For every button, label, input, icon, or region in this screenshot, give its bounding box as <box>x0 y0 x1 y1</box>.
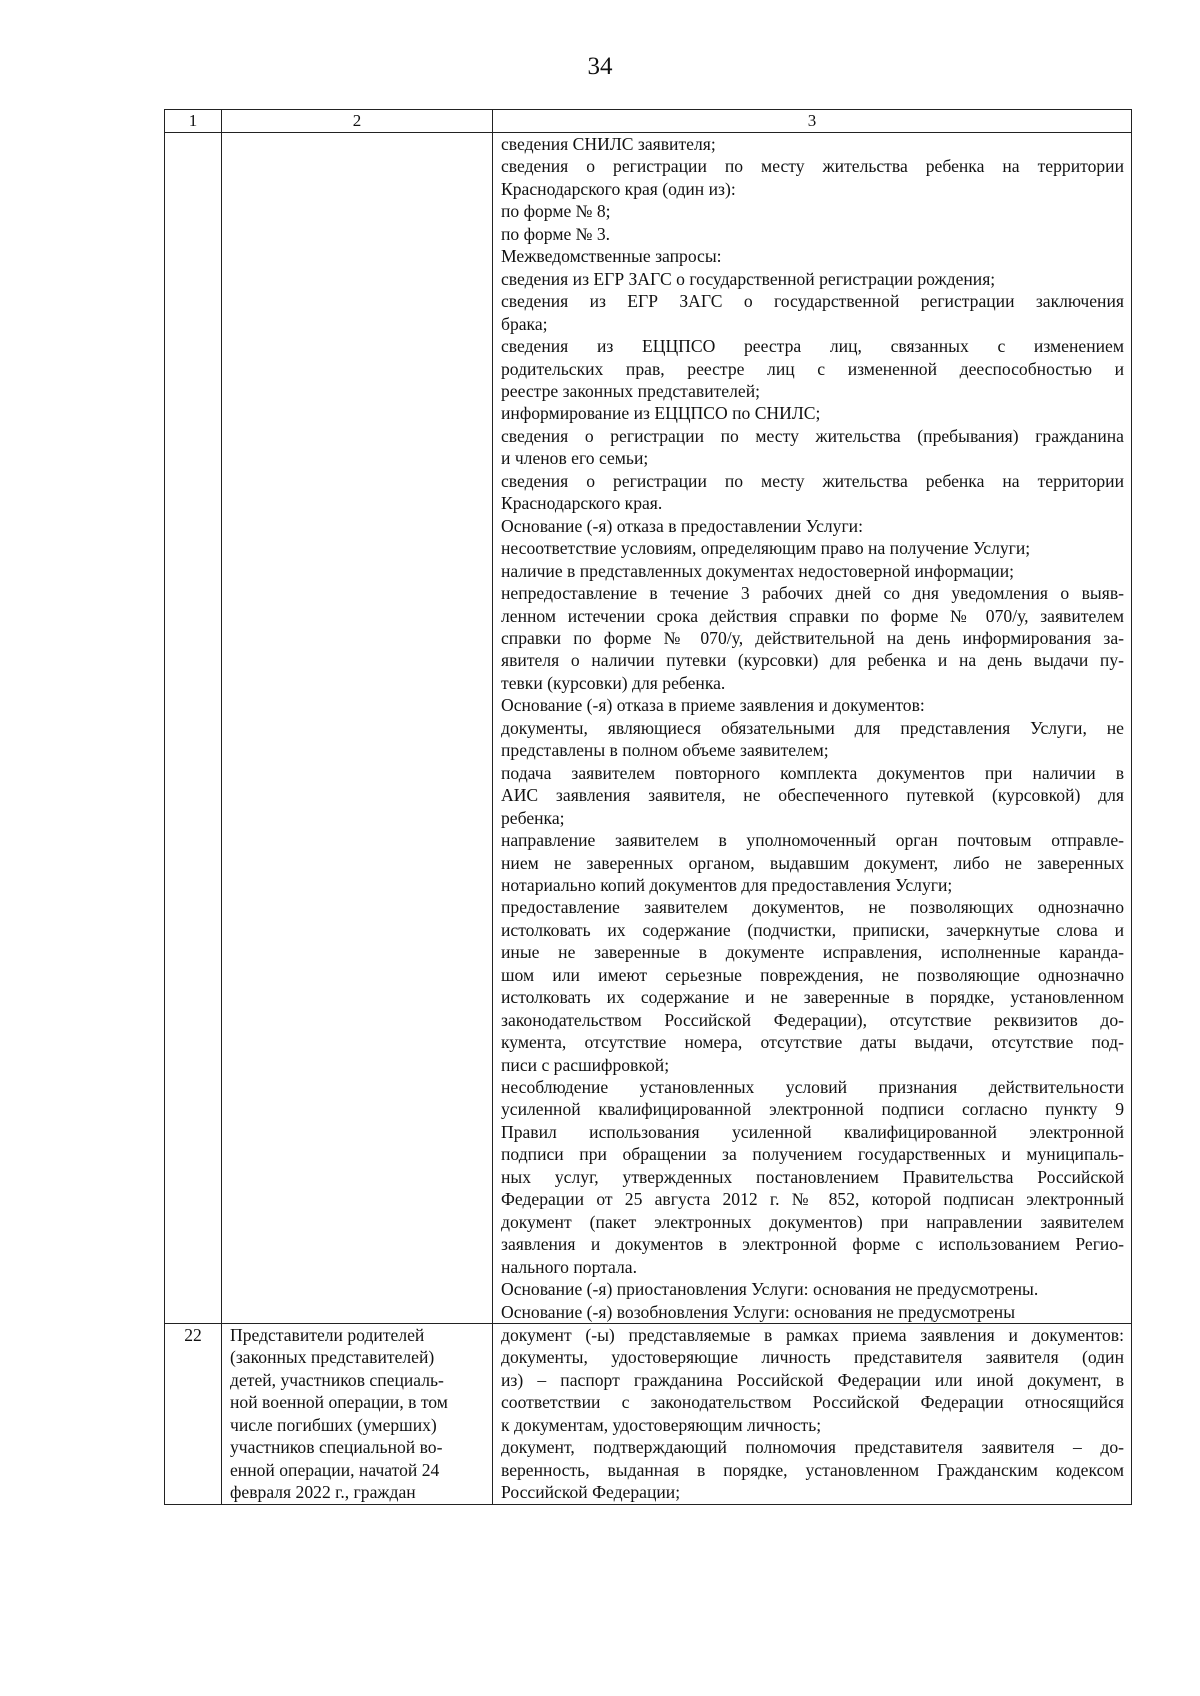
table-row <box>165 1324 1132 1505</box>
text-line: сведения из ЕЦЦПСО реестра лиц, связанных с изменением <box>501 336 1124 357</box>
text-line: и членов его семьи; <box>501 448 649 469</box>
text-line: сведения о регистрации по месту жительства ребенка на территории <box>501 470 1124 491</box>
text-line: нием не заверенных органом, выдавшим документ, либо не заверенных <box>501 852 1124 873</box>
text-line: непредоставление в течение 3 рабочих дней со дня уведомления о выяв- <box>501 583 1124 604</box>
text-line: явителя о наличии путевки (курсовки) для ребенка и на день выдачи пу- <box>501 650 1124 671</box>
text-line: сведения о регистрации по месту жительства (пребывания) гражданина <box>501 425 1124 446</box>
header-col-3: 3 <box>493 110 1132 133</box>
text-line: Российской Федерации; <box>501 1482 681 1503</box>
text-line: сведения из ЕГР ЗАГС о государственной регистрации рождения; <box>501 268 996 289</box>
text-line: предоставление заявителем документов, не позволяющих однозначно <box>501 897 1124 918</box>
text-line: детей, участников специаль- <box>230 1369 444 1390</box>
text-line: тевки (курсовки) для ребенка. <box>501 672 726 693</box>
applicant-category-cell <box>222 133 493 1324</box>
text-line: по форме № 8; <box>501 201 611 222</box>
text-line: шом или имеют серьезные повреждения, не позволяющие однозначно <box>501 964 1124 985</box>
text-line: документ (пакет электронных документов) при направлении заявителем <box>501 1211 1124 1232</box>
text-line: сведения из ЕГР ЗАГС о государственной регистрации заключения <box>501 291 1124 312</box>
text-line: документы, являющиеся обязательными для представления Услуги, не <box>501 717 1124 738</box>
text-line: иные не заверенные в документе исправления, исполненные каранда- <box>501 942 1124 963</box>
text-line: ных услуг, утвержденных постановлением Правительства Российской <box>501 1166 1124 1187</box>
text-line: АИС заявления заявителя, не обеспеченного путевкой (курсовкой) для <box>501 785 1124 806</box>
text-line: по форме № 3. <box>501 223 611 244</box>
requirements-cell <box>493 1324 1132 1505</box>
text-line: Основание (-я) возобновления Услуги: основания не предусмотрены <box>501 1301 1016 1322</box>
text-line: документы, удостоверяющие личность представителя заявителя (один <box>501 1347 1124 1368</box>
text-line: усиленной квалифицированной электронной подписи согласно пункту 9 <box>501 1099 1124 1120</box>
text-line: Краснодарского края (один из): <box>501 178 736 199</box>
text-line: Представители родителей <box>230 1325 425 1346</box>
header-col-1: 1 <box>165 110 222 133</box>
text-line: истолковать их содержание и не заверенные в порядке, установленном <box>501 987 1124 1008</box>
text-line: Основание (-я) приостановления Услуги: основания не предусмотрены. <box>501 1279 1039 1300</box>
row-number-cell: 22 <box>165 1324 222 1505</box>
text-line: сведения СНИЛС заявителя; <box>501 134 716 154</box>
text-line: Краснодарского края. <box>501 493 663 514</box>
text-line: февраля 2022 г., граждан <box>230 1482 416 1503</box>
text-line: из) – паспорт гражданина Российской Федерации или иной документ, в <box>501 1369 1124 1390</box>
text-line: веренность, выданная в порядке, установленном Гражданским кодексом <box>501 1459 1124 1480</box>
text-line: сведения о регистрации по месту жительства ребенка на территории <box>501 156 1124 177</box>
applicant-category-cell <box>222 1324 493 1505</box>
text-line: к документам, удостоверяющим личность; <box>501 1414 822 1435</box>
text-line: документ (-ы) представляемые в рамках приема заявления и документов: <box>501 1325 1124 1346</box>
text-line: представлены в полном объеме заявителем; <box>501 740 829 761</box>
text-line: законодательством Российской Федерации), отсутствие реквизитов до- <box>501 1009 1124 1030</box>
text-line: енной операции, начатой 24 <box>230 1459 440 1480</box>
text-line: ленном истечении срока действия справки по форме № 070/у, заявителем <box>501 605 1124 626</box>
requirements-cell <box>493 133 1132 1324</box>
text-line: ной военной операции, в том <box>230 1392 448 1413</box>
text-line: родительских прав, реестре лиц с измененной дееспособностью и <box>501 358 1124 379</box>
text-line: справки по форме № 070/у, действительной на день информирования за- <box>501 627 1124 648</box>
text-line: нотариально копий документов для предоставления Услуги; <box>501 874 953 895</box>
text-line: (законных представителей) <box>230 1347 435 1368</box>
text-line: нального портала. <box>501 1256 637 1277</box>
text-line: реестре законных представителей; <box>501 380 761 401</box>
text-line: направление заявителем в уполномоченный орган почтовым отправле- <box>501 830 1124 851</box>
text-line: участников специальной во- <box>230 1437 443 1458</box>
text-line: кумента, отсутствие номера, отсутствие даты выдачи, отсутствие под- <box>501 1032 1124 1053</box>
text-line: писи с расшифровкой; <box>501 1054 670 1075</box>
row-number-cell <box>165 133 222 1324</box>
text-line: подписи при обращении за получением государственных и муниципаль- <box>501 1144 1124 1165</box>
text-line: подача заявителем повторного комплекта документов при наличии в <box>501 762 1124 783</box>
table-header-row <box>165 110 1132 133</box>
text-line: Межведомственные запросы: <box>501 246 722 267</box>
text-line: несоблюдение установленных условий признания действительности <box>501 1077 1124 1098</box>
text-line: брака; <box>501 313 548 334</box>
text-line: Правил использования усиленной квалифицированной электронной <box>501 1121 1124 1142</box>
text-line: Федерации от 25 августа 2012 г. № 852, которой подписан электронный <box>501 1189 1124 1210</box>
text-line: заявления и документов в электронной форме с использованием Регио- <box>501 1234 1124 1255</box>
text-line: несоответствие условиям, определяющим право на получение Услуги; <box>501 538 1031 559</box>
text-line: наличие в представленных документах недостоверной информации; <box>501 560 1014 581</box>
text-line: Основание (-я) отказа в предоставлении Услуги: <box>501 515 863 536</box>
text-line: Основание (-я) отказа в приеме заявления и документов: <box>501 695 925 716</box>
page-number: 34 <box>587 53 613 80</box>
text-line: числе погибших (умерших) <box>230 1414 437 1435</box>
text-line: истолковать их содержание (подчистки, приписки, зачеркнутые слова и <box>501 919 1124 940</box>
text-line: соответствии с законодательством Российской Федерации относящийся <box>501 1392 1124 1413</box>
text-line: ребенка; <box>501 807 565 828</box>
services-table <box>164 109 1132 1505</box>
text-line: документ, подтверждающий полномочия представителя заявителя – до- <box>501 1437 1124 1458</box>
header-col-2: 2 <box>222 110 493 133</box>
text-line: информирование из ЕЦЦПСО по СНИЛС; <box>501 403 821 424</box>
table-row <box>165 133 1132 1324</box>
